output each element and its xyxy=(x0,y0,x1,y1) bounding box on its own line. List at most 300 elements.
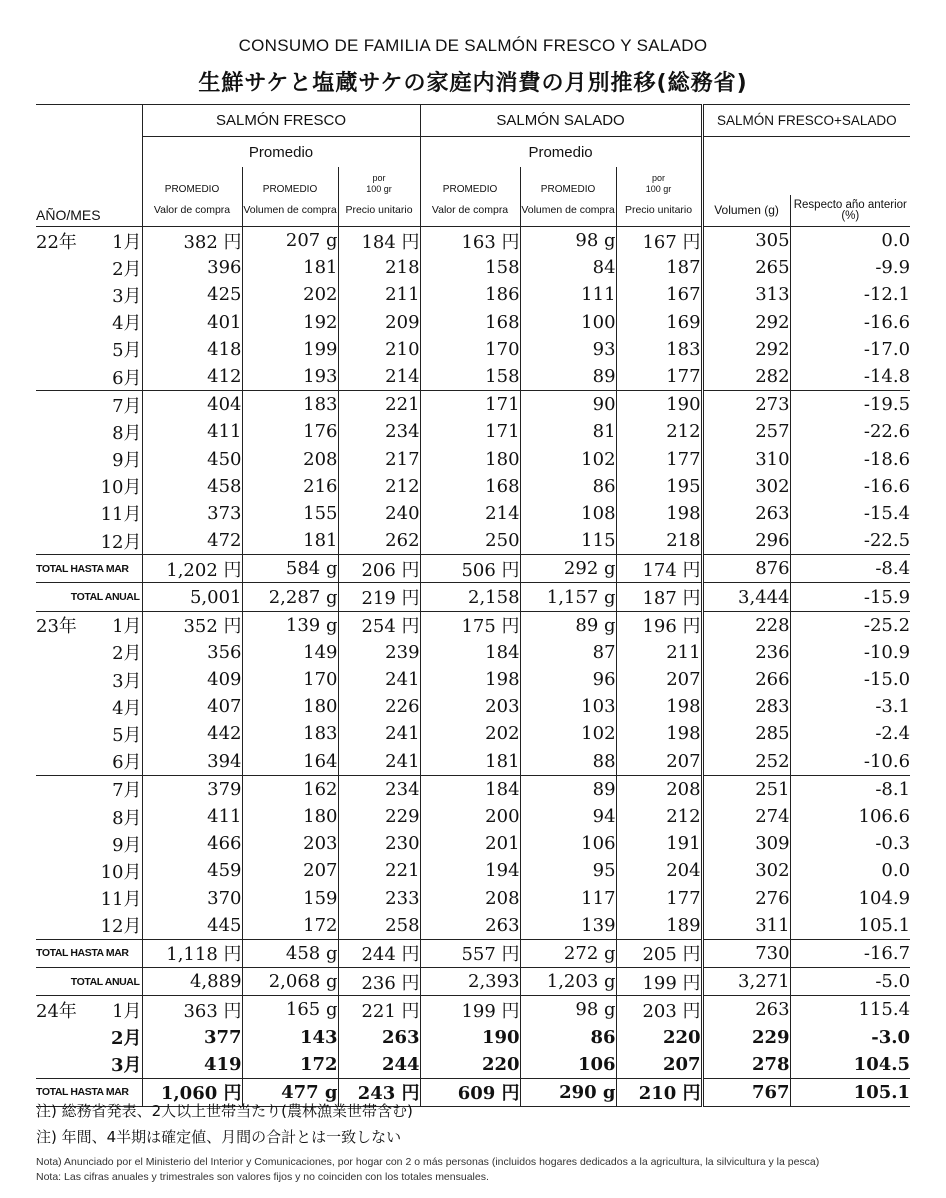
row-year xyxy=(36,473,92,500)
total-row xyxy=(36,555,910,583)
cell-tr: 105.1 xyxy=(790,1078,910,1106)
cell-sv: 184 xyxy=(420,639,520,666)
cell-tv: 282 xyxy=(702,363,790,391)
cell-sq: 93 xyxy=(520,336,616,363)
cell-fv: 1,118 円 xyxy=(142,939,242,967)
row-month: 5月 xyxy=(112,340,142,362)
cell-tv: 274 xyxy=(702,803,790,830)
100gr-label: 100 gr xyxy=(645,184,672,194)
cell-fp: 234 xyxy=(338,775,420,803)
cell-tr: -16.6 xyxy=(790,309,910,336)
table-row xyxy=(36,391,910,419)
cell-fv: 450 xyxy=(142,446,242,473)
cell-sv: 2,158 xyxy=(420,583,520,611)
cell-tv: 292 xyxy=(702,309,790,336)
cell-sv: 184 xyxy=(420,775,520,803)
table-row xyxy=(36,309,910,336)
table-row xyxy=(36,1023,910,1050)
cell-sq: 102 xyxy=(520,446,616,473)
cell-fq: 165 g xyxy=(242,996,338,1024)
row-month: 2月 xyxy=(110,1028,142,1050)
cell-sv: 201 xyxy=(420,830,520,857)
cell-sv: 168 xyxy=(420,473,520,500)
cell-fq: 181 xyxy=(242,527,338,555)
cell-sq: 1,203 g xyxy=(520,968,616,996)
cell-fq: 199 xyxy=(242,336,338,363)
row-year xyxy=(36,775,92,803)
cell-fp: 241 xyxy=(338,720,420,747)
cell-fv: 404 xyxy=(142,391,242,419)
cell-tr: 115.4 xyxy=(790,996,910,1024)
table-row xyxy=(36,639,910,666)
cell-sv: 180 xyxy=(420,446,520,473)
cell-fp: 254 円 xyxy=(338,611,420,639)
row-month: 6月 xyxy=(112,752,142,774)
cell-sv: 203 xyxy=(420,693,520,720)
ano-mes-label: AÑO/MES xyxy=(36,207,101,223)
cell-tr: -19.5 xyxy=(790,391,910,419)
cell-sp: 212 xyxy=(616,803,702,830)
cell-sq: 106 xyxy=(520,830,616,857)
row-year xyxy=(36,336,92,363)
cell-sp: 167 xyxy=(616,281,702,308)
cell-sq: 103 xyxy=(520,693,616,720)
cell-fp: 230 xyxy=(338,830,420,857)
cell-sv: 198 xyxy=(420,666,520,693)
cell-fv: 419 xyxy=(142,1051,242,1079)
table-row xyxy=(36,693,910,720)
salmon-consumption-table xyxy=(36,104,910,1107)
row-month: 1月 xyxy=(92,996,142,1024)
table-row xyxy=(36,748,910,776)
cell-tr: -16.7 xyxy=(790,939,910,967)
table-row xyxy=(36,1051,910,1079)
cell-fq: 192 xyxy=(242,309,338,336)
cell-tv: 876 xyxy=(702,555,790,583)
cell-tr: -10.6 xyxy=(790,748,910,776)
cell-sq: 89 g xyxy=(520,611,616,639)
cell-fq: 155 xyxy=(242,500,338,527)
table-row xyxy=(36,611,910,639)
row-month: 5月 xyxy=(112,724,142,746)
fresco-precio: Precio unitario xyxy=(338,195,420,227)
cell-fq: 183 xyxy=(242,391,338,419)
table-row xyxy=(36,527,910,555)
cell-sv: 214 xyxy=(420,500,520,527)
cell-fv: 370 xyxy=(142,885,242,912)
cell-fq: 2,287 g xyxy=(242,583,338,611)
cell-sp: 199 円 xyxy=(616,968,702,996)
salado-precio: Precio unitario xyxy=(616,195,702,227)
cell-fq: 202 xyxy=(242,281,338,308)
row-year: 22年 xyxy=(36,231,77,253)
cell-sp: 190 xyxy=(616,391,702,419)
cell-sp: 196 円 xyxy=(616,611,702,639)
row-month: 12月 xyxy=(100,916,142,938)
cell-fq: 207 g xyxy=(242,227,338,255)
cell-fq: 207 xyxy=(242,857,338,884)
cell-fq: 180 xyxy=(242,803,338,830)
cell-sp: 198 xyxy=(616,500,702,527)
header-fresco: SALMÓN FRESCO xyxy=(142,105,420,137)
cell-sp: 203 円 xyxy=(616,996,702,1024)
cell-sv: 190 xyxy=(420,1023,520,1050)
cell-sq: 139 xyxy=(520,912,616,940)
row-month: 10月 xyxy=(100,477,142,499)
cell-tv: 276 xyxy=(702,885,790,912)
cell-tv: 228 xyxy=(702,611,790,639)
cell-fp: 221 円 xyxy=(338,996,420,1024)
fresco-promedio-1: PROMEDIO xyxy=(142,167,242,195)
cell-sp: 187 円 xyxy=(616,583,702,611)
row-month: 1月 xyxy=(92,611,142,639)
table-row xyxy=(36,336,910,363)
cell-tr: 0.0 xyxy=(790,227,910,255)
cell-tr: -10.9 xyxy=(790,639,910,666)
cell-sq: 98 g xyxy=(520,996,616,1024)
cell-sq: 90 xyxy=(520,391,616,419)
row-year xyxy=(36,666,92,693)
cell-sp: 174 円 xyxy=(616,555,702,583)
cell-fp: 214 xyxy=(338,363,420,391)
cell-fp: 262 xyxy=(338,527,420,555)
cell-fq: 203 xyxy=(242,830,338,857)
cell-sq: 98 g xyxy=(520,227,616,255)
cell-fp: 243 円 xyxy=(338,1078,420,1106)
cell-fv: 382 円 xyxy=(142,227,242,255)
row-month: 3月 xyxy=(112,670,142,692)
cell-fp: 221 xyxy=(338,857,420,884)
row-month: 4月 xyxy=(112,697,142,719)
cell-fq: 208 xyxy=(242,446,338,473)
cell-sp: 210 円 xyxy=(616,1078,702,1106)
cell-sp: 207 xyxy=(616,748,702,776)
cell-sp: 183 xyxy=(616,336,702,363)
corner-header xyxy=(36,105,142,227)
cell-fq: 149 xyxy=(242,639,338,666)
cell-fv: 356 xyxy=(142,639,242,666)
title-spanish: CONSUMO DE FAMILIA DE SALMÓN FRESCO Y SALADO xyxy=(238,36,708,55)
total-row xyxy=(36,939,910,967)
cell-sp: 189 xyxy=(616,912,702,940)
cell-tr: -17.0 xyxy=(790,336,910,363)
cell-tv: 305 xyxy=(702,227,790,255)
cell-sp: 195 xyxy=(616,473,702,500)
cell-fq: 139 g xyxy=(242,611,338,639)
note-es-1: Nota) Anunciado por el Ministerio del Interior y Comunicaciones, por hogar con 2 o más personas (incluidos hogares dedicados a la agricultura, la silvicultura y la pesca) xyxy=(36,1156,820,1168)
cell-tr: -16.6 xyxy=(790,473,910,500)
table-row xyxy=(36,418,910,445)
cell-tr: 105.1 xyxy=(790,912,910,940)
row-month: 9月 xyxy=(112,450,142,472)
cell-fq: 193 xyxy=(242,363,338,391)
cell-sq: 89 xyxy=(520,363,616,391)
cell-sq: 102 xyxy=(520,720,616,747)
cell-sv: 2,393 xyxy=(420,968,520,996)
table-row xyxy=(36,996,910,1024)
cell-tv: 311 xyxy=(702,912,790,940)
cell-fv: 466 xyxy=(142,830,242,857)
por-label: por xyxy=(372,173,386,183)
cell-fp: 210 xyxy=(338,336,420,363)
cell-tv: 313 xyxy=(702,281,790,308)
cell-sv: 557 円 xyxy=(420,939,520,967)
cell-sq: 108 xyxy=(520,500,616,527)
row-year xyxy=(36,720,92,747)
row-year xyxy=(36,527,92,555)
cell-fv: 396 xyxy=(142,254,242,281)
row-year xyxy=(36,639,92,666)
cell-fv: 5,001 xyxy=(142,583,242,611)
cell-fp: 241 xyxy=(338,666,420,693)
cell-sv: 171 xyxy=(420,391,520,419)
cell-tr: -3.1 xyxy=(790,693,910,720)
cell-fq: 162 xyxy=(242,775,338,803)
cell-tr: -15.0 xyxy=(790,666,910,693)
cell-fv: 1,060 円 xyxy=(142,1078,242,1106)
fresco-valor: Valor de compra xyxy=(142,195,242,227)
cell-fq: 159 xyxy=(242,885,338,912)
row-month: 11月 xyxy=(100,504,142,526)
cell-sv: 200 xyxy=(420,803,520,830)
row-year xyxy=(36,857,92,884)
cell-sq: 292 g xyxy=(520,555,616,583)
total-respecto: Respecto año anterior (%) xyxy=(790,195,910,227)
cell-fp: 229 xyxy=(338,803,420,830)
cell-sq: 1,157 g xyxy=(520,583,616,611)
cell-fv: 411 xyxy=(142,803,242,830)
cell-sv: 208 xyxy=(420,885,520,912)
title-japanese: 生鮮サケと塩蔵サケの家庭内消費の月別推移(総務省) xyxy=(198,71,748,96)
cell-fv: 394 xyxy=(142,748,242,776)
cell-fv: 409 xyxy=(142,666,242,693)
cell-fq: 2,068 g xyxy=(242,968,338,996)
salado-promedio-1: PROMEDIO xyxy=(420,167,520,195)
cell-sv: 263 xyxy=(420,912,520,940)
fresco-promedio: Promedio xyxy=(142,137,420,168)
cell-tr: -3.0 xyxy=(790,1023,910,1050)
row-month: 4月 xyxy=(112,313,142,335)
cell-fq: 180 xyxy=(242,693,338,720)
100gr-label: 100 gr xyxy=(366,184,392,194)
cell-sq: 87 xyxy=(520,639,616,666)
row-month: 10月 xyxy=(100,861,142,883)
cell-tr: -15.9 xyxy=(790,583,910,611)
cell-fq: 143 xyxy=(242,1023,338,1050)
table-row xyxy=(36,803,910,830)
table-row xyxy=(36,227,910,255)
fresco-volumen: Volumen de compra xyxy=(242,195,338,227)
salado-valor: Valor de compra xyxy=(420,195,520,227)
cell-sp: 212 xyxy=(616,418,702,445)
cell-sp: 177 xyxy=(616,446,702,473)
cell-tv: 730 xyxy=(702,939,790,967)
row-month: 3月 xyxy=(110,1055,142,1077)
cell-sv: 186 xyxy=(420,281,520,308)
cell-fv: 373 xyxy=(142,500,242,527)
cell-sv: 202 xyxy=(420,720,520,747)
table-row xyxy=(36,473,910,500)
cell-tr: 0.0 xyxy=(790,857,910,884)
cell-sv: 250 xyxy=(420,527,520,555)
table-row xyxy=(36,775,910,803)
cell-fp: 244 xyxy=(338,1051,420,1079)
cell-fp: 244 円 xyxy=(338,939,420,967)
table-row xyxy=(36,885,910,912)
cell-tv: 285 xyxy=(702,720,790,747)
cell-tv: 266 xyxy=(702,666,790,693)
cell-tv: 263 xyxy=(702,500,790,527)
row-year xyxy=(36,803,92,830)
cell-fp: 218 xyxy=(338,254,420,281)
cell-fv: 445 xyxy=(142,912,242,940)
cell-tv: 251 xyxy=(702,775,790,803)
cell-tv: 767 xyxy=(702,1078,790,1106)
row-year xyxy=(36,500,92,527)
fresco-promedio-2: PROMEDIO xyxy=(242,167,338,195)
cell-tr: -5.0 xyxy=(790,968,910,996)
total-blank xyxy=(702,137,910,196)
cell-tr: 104.5 xyxy=(790,1051,910,1079)
table-row xyxy=(36,281,910,308)
row-month: 8月 xyxy=(112,422,142,444)
header-salado: SALMÓN SALADO xyxy=(420,105,702,137)
cell-fq: 458 g xyxy=(242,939,338,967)
row-year: 24年 xyxy=(36,996,92,1024)
cell-tr: -9.9 xyxy=(790,254,910,281)
cell-tr: -15.4 xyxy=(790,500,910,527)
cell-sv: 175 円 xyxy=(420,611,520,639)
cell-sq: 115 xyxy=(520,527,616,555)
cell-tv: 278 xyxy=(702,1051,790,1079)
row-year xyxy=(36,885,92,912)
cell-tr: -14.8 xyxy=(790,363,910,391)
cell-tr: -22.5 xyxy=(790,527,910,555)
table-row xyxy=(36,666,910,693)
cell-fq: 183 xyxy=(242,720,338,747)
cell-sq: 81 xyxy=(520,418,616,445)
row-label: TOTAL ANUAL xyxy=(36,968,142,996)
cell-sq: 272 g xyxy=(520,939,616,967)
cell-fq: 164 xyxy=(242,748,338,776)
cell-tr: -8.4 xyxy=(790,555,910,583)
cell-sv: 158 xyxy=(420,363,520,391)
cell-tv: 273 xyxy=(702,391,790,419)
cell-fv: 472 xyxy=(142,527,242,555)
cell-sq: 106 xyxy=(520,1051,616,1079)
row-year xyxy=(36,693,92,720)
table-row xyxy=(36,720,910,747)
cell-sq: 95 xyxy=(520,857,616,884)
row-month: 11月 xyxy=(100,889,142,911)
cell-sv: 506 円 xyxy=(420,555,520,583)
cell-sp: 205 円 xyxy=(616,939,702,967)
cell-sp: 177 xyxy=(616,885,702,912)
cell-sp: 220 xyxy=(616,1023,702,1050)
row-year xyxy=(36,254,92,281)
cell-tr: -2.4 xyxy=(790,720,910,747)
row-month: 7月 xyxy=(92,391,142,419)
cell-tr: 104.9 xyxy=(790,885,910,912)
cell-fp: 217 xyxy=(338,446,420,473)
cell-sp: 198 xyxy=(616,720,702,747)
cell-tv: 296 xyxy=(702,527,790,555)
cell-fv: 363 円 xyxy=(142,996,242,1024)
row-year xyxy=(36,309,92,336)
cell-fq: 181 xyxy=(242,254,338,281)
row-year xyxy=(36,912,92,940)
cell-sq: 86 xyxy=(520,1023,616,1050)
salado-promedio: Promedio xyxy=(420,137,702,168)
table-row xyxy=(36,912,910,940)
cell-tv: 265 xyxy=(702,254,790,281)
row-year xyxy=(36,418,92,445)
cell-sp: 211 xyxy=(616,639,702,666)
cell-fv: 377 xyxy=(142,1023,242,1050)
row-year: 23年 xyxy=(36,611,92,639)
cell-sq: 117 xyxy=(520,885,616,912)
cell-sp: 207 xyxy=(616,666,702,693)
cell-sv: 609 円 xyxy=(420,1078,520,1106)
cell-fp: 258 xyxy=(338,912,420,940)
cell-fp: 234 xyxy=(338,418,420,445)
table-row xyxy=(36,500,910,527)
row-month: 8月 xyxy=(112,807,142,829)
row-label: TOTAL ANUAL xyxy=(36,583,142,611)
cell-fv: 425 xyxy=(142,281,242,308)
cell-fq: 584 g xyxy=(242,555,338,583)
cell-fp: 219 円 xyxy=(338,583,420,611)
row-month: 6月 xyxy=(112,367,142,389)
row-month: 2月 xyxy=(112,258,142,280)
cell-sv: 170 xyxy=(420,336,520,363)
cell-fp: 221 xyxy=(338,391,420,419)
cell-sv: 194 xyxy=(420,857,520,884)
cell-fp: 233 xyxy=(338,885,420,912)
row-label: TOTAL HASTA MAR xyxy=(36,555,142,583)
cell-fv: 4,889 xyxy=(142,968,242,996)
cell-fp: 206 円 xyxy=(338,555,420,583)
total-row xyxy=(36,583,910,611)
cell-tr: -22.6 xyxy=(790,418,910,445)
row-year xyxy=(36,391,92,419)
cell-fp: 241 xyxy=(338,748,420,776)
row-year xyxy=(36,363,92,391)
cell-fq: 172 xyxy=(242,912,338,940)
cell-fv: 458 xyxy=(142,473,242,500)
cell-sv: 158 xyxy=(420,254,520,281)
cell-sp: 167 円 xyxy=(616,227,702,255)
row-year xyxy=(36,1051,92,1079)
cell-fv: 459 xyxy=(142,857,242,884)
row-month: 9月 xyxy=(112,834,142,856)
cell-fq: 176 xyxy=(242,418,338,445)
cell-fp: 236 円 xyxy=(338,968,420,996)
cell-fq: 172 xyxy=(242,1051,338,1079)
cell-tv: 252 xyxy=(702,748,790,776)
cell-fq: 216 xyxy=(242,473,338,500)
note-es-2: Nota: Las cifras anuales y trimestrales son valores fijos y no coinciden con los totales mensuales. xyxy=(36,1171,489,1183)
cell-sv: 220 xyxy=(420,1051,520,1079)
salado-volumen: Volumen de compra xyxy=(520,195,616,227)
cell-fp: 212 xyxy=(338,473,420,500)
cell-fv: 411 xyxy=(142,418,242,445)
cell-fq: 170 xyxy=(242,666,338,693)
row-year xyxy=(36,830,92,857)
table-row xyxy=(36,254,910,281)
cell-sq: 100 xyxy=(520,309,616,336)
table-row xyxy=(36,446,910,473)
